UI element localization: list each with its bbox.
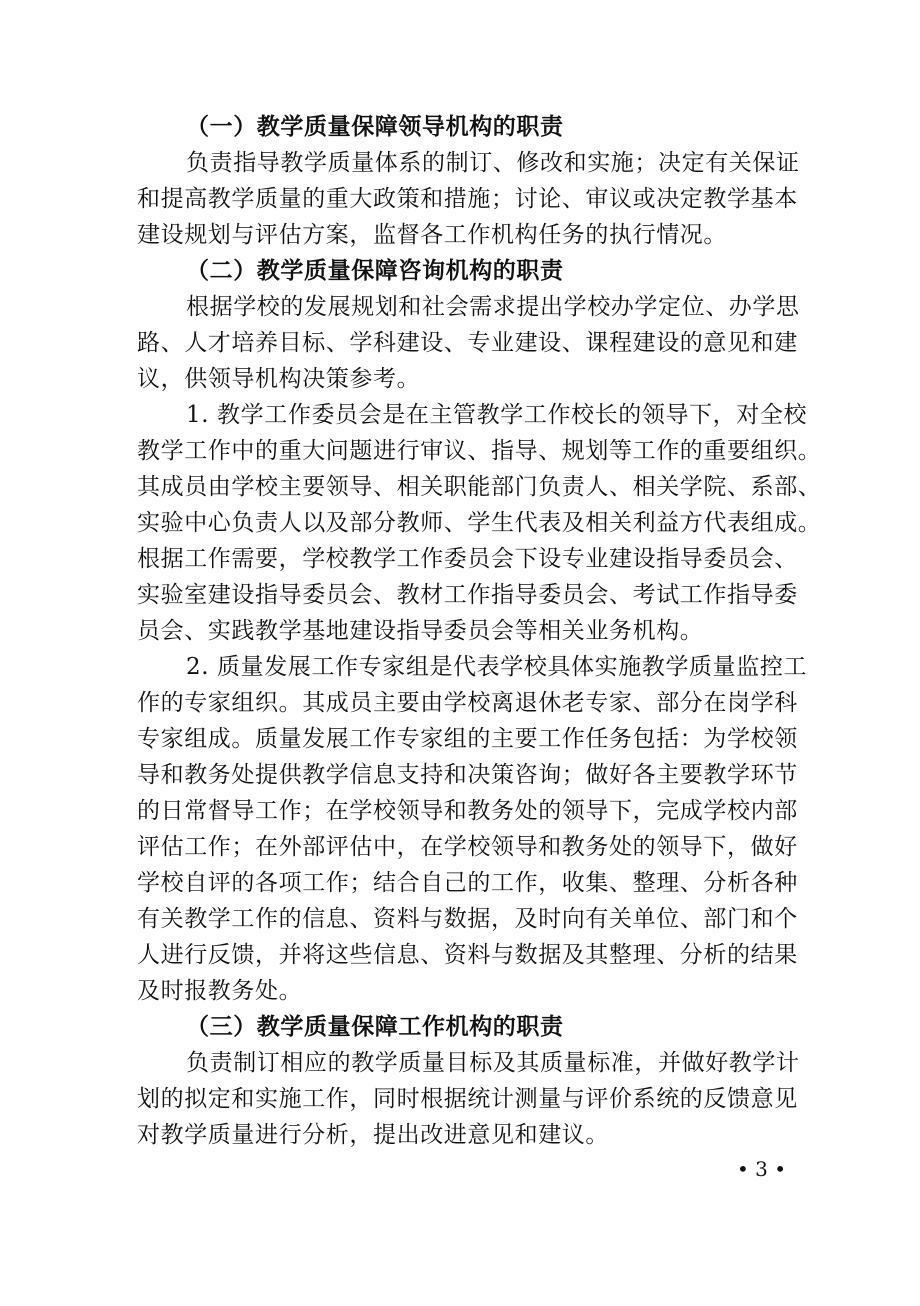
paragraph-line: 实验室建设指导委员会、教材工作指导委员会、考试工作指导委	[137, 582, 798, 608]
paragraph-line: 专家组成。质量发展工作专家组的主要工作任务包括：为学校领	[137, 726, 798, 752]
paragraph-line: 有关教学工作的信息、资料与数据，及时向有关单位、部门和个	[137, 906, 798, 932]
paragraph-line: 作的专家组织。其成员主要由学校离退休老专家、部分在岗学科	[137, 690, 798, 716]
paragraph-line: 路、人才培养目标、学科建设、专业建设、课程建设的意见和建	[137, 330, 798, 356]
paragraph-line: 议，供领导机构决策参考。	[137, 366, 421, 392]
paragraph-line: 员会、实践教学基地建设指导委员会等相关业务机构。	[137, 618, 704, 644]
paragraph-line: 和提高教学质量的重大政策和措施；讨论、审议或决定教学基本	[137, 186, 798, 212]
paragraph-line: 其成员由学校主要领导、相关职能部门负责人、相关学院、系部、	[137, 474, 822, 500]
paragraph-line: 学校自评的各项工作；结合自己的工作，收集、整理、分析各种	[137, 870, 798, 896]
paragraph-line: 评估工作；在外部评估中，在学校领导和教务处的领导下，做好	[137, 834, 798, 860]
section-heading-consulting: （二）教学质量保障咨询机构的职责	[186, 257, 564, 284]
paragraph-line: 导和教务处提供教学信息支持和决策咨询；做好各主要教学环节	[137, 762, 798, 788]
paragraph-line: 建设规划与评估方案，监督各工作机构任务的执行情况。	[137, 222, 727, 248]
paragraph-line: 对教学质量进行分析，提出改进意见和建议。	[137, 1122, 609, 1148]
paragraph-line: 根据工作需要，学校教学工作委员会下设专业建设指导委员会、	[137, 546, 798, 572]
section-heading-leadership: （一）教学质量保障领导机构的职责	[186, 113, 564, 140]
paragraph-line: 及时报教务处。	[137, 978, 303, 1004]
paragraph-line: 划的拟定和实施工作，同时根据统计测量与评价系统的反馈意见	[137, 1086, 798, 1112]
paragraph-line: 的日常督导工作；在学校领导和教务处的领导下，完成学校内部	[137, 798, 798, 824]
section-heading-work: （三）教学质量保障工作机构的职责	[186, 1013, 564, 1040]
paragraph-line: 教学工作中的重大问题进行审议、指导、规划等工作的重要组织。	[137, 438, 822, 464]
paragraph-line: 人进行反馈，并将这些信息、资料与数据及其整理、分析的结果	[137, 942, 798, 968]
paragraph-line: 2. 质量发展工作专家组是代表学校具体实施教学质量监控工	[186, 654, 808, 680]
page-number: • 3 •	[736, 1157, 786, 1181]
paragraph-line: 实验中心负责人以及部分教师、学生代表及相关利益方代表组成。	[137, 510, 822, 536]
paragraph-line: 1. 教学工作委员会是在主管教学工作校长的领导下，对全校	[186, 402, 808, 428]
paragraph-line: 负责制订相应的教学质量目标及其质量标准，并做好教学计	[186, 1050, 800, 1076]
paragraph-line: 根据学校的发展规划和社会需求提出学校办学定位、办学思	[186, 294, 800, 320]
paragraph-line: 负责指导教学质量体系的制订、修改和实施；决定有关保证	[186, 150, 800, 176]
